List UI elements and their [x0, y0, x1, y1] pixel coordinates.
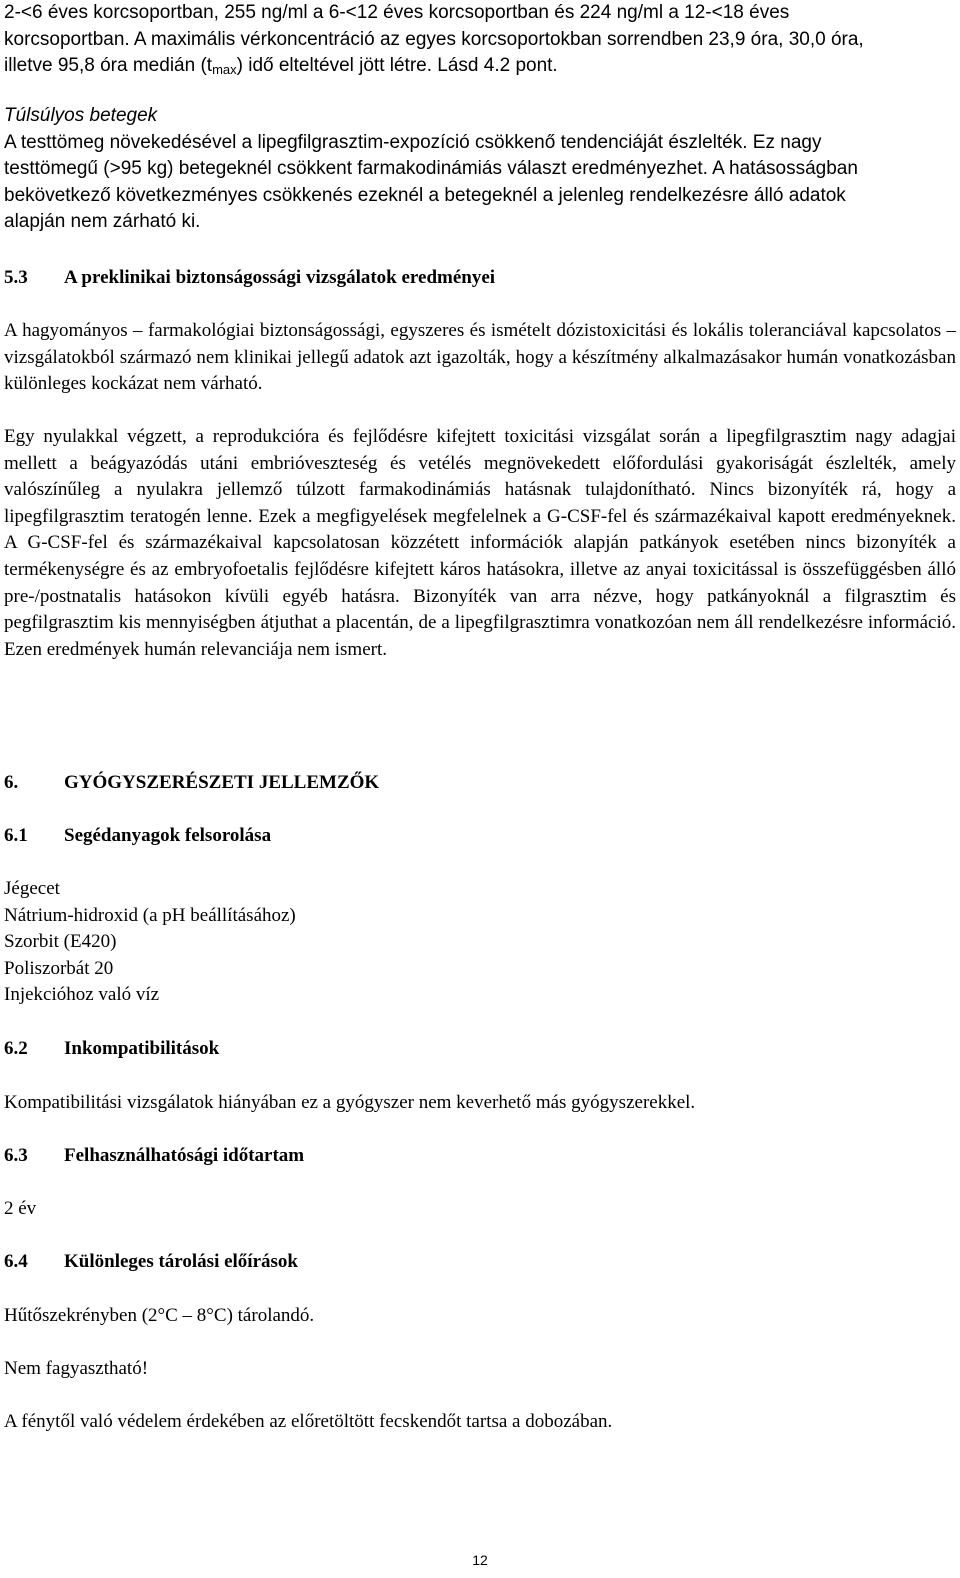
section-heading-6-2	[4, 1036, 956, 1063]
overweight-text: Ez nagy	[752, 131, 822, 153]
section-title: Inkompatibilitások	[64, 1038, 220, 1059]
list-item: Poliszorbát 20	[4, 957, 114, 979]
overweight-section	[4, 103, 956, 236]
list-item: Jégecet	[4, 878, 60, 899]
preclinical-paragraph-1: A hagyományos – farmakológiai biztonságossági, egyszeres és ismételt dózistoxicitási és lokális toleranciával kapcsolatos – vizsgálatokból származó nem klinikai jellegű adatok azt igazolták, hogy a készítmény alkalmazásakor humán vonatkozásban különleges kockázat nem várható.	[4, 320, 956, 395]
intro-text: ) idő elteltével jött létre. Lásd 4.2 pont.	[236, 55, 558, 77]
overweight-line: bekövetkező következményes csökkenés ezeknél a betegeknél a jelenleg rendelkezésre álló adatok	[4, 184, 846, 206]
storage-text-3: A fénytől való védelem érdekében az előretöltött fecskendőt tartsa a dobozában.	[4, 1411, 613, 1432]
intro-line	[4, 53, 956, 80]
section-number: 5.3	[4, 267, 28, 288]
overweight-text: A testtömeg növekedésével a lipegfilgrasztim-expozíció csökkenő tendenciáját észlelték.	[4, 131, 748, 153]
overweight-text: testtömegű (>95 kg) betegeknél csökkent farmakodinámiás választ eredményezhet.	[4, 158, 708, 180]
list-item: Nátrium-hidroxid (a pH beállításához)	[4, 904, 296, 926]
excipients-list	[4, 876, 956, 1009]
section-heading-6-1	[4, 823, 956, 850]
overweight-line: alapján nem zárható ki.	[4, 211, 201, 233]
section-heading-5-3	[4, 265, 956, 292]
section-number: 6.	[4, 772, 19, 793]
overweight-line	[4, 156, 956, 183]
section-number: 6.3	[4, 1145, 28, 1166]
storage-text-2: Nem fagyasztható!	[4, 1358, 149, 1379]
section-title: Különleges tárolási előírások	[64, 1251, 298, 1272]
section-title: Segédanyagok felsorolása	[64, 825, 272, 846]
section-number: 6.4	[4, 1251, 28, 1272]
list-item: Injekcióhoz való víz	[4, 984, 160, 1006]
list-item: Szorbit (E420)	[4, 931, 117, 953]
intro-paragraph	[4, 0, 956, 80]
shelf-life-text: 2 év	[4, 1198, 37, 1219]
tmax-subscript: max	[212, 62, 237, 78]
overweight-line	[4, 130, 956, 157]
section-title: Felhasználhatósági időtartam	[64, 1145, 305, 1166]
section-title: A preklinikai biztonságossági vizsgálatok eredményei	[64, 267, 496, 288]
preclinical-paragraph-2: Egy nyulakkal végzett, a reprodukcióra és fejlődésre kifejtett toxicitási vizsgálat során a lipegfilgrasztim nagy adagjai mellett a beágyazódás utáni embrióveszteség és vetélés megnövekedett előfordulási gyakoriságát észlelték, amely valószínűleg a nyulakra jellemző túlzott farmakodinámiás hatásnak tulajdonítható. Nincs bizonyíték rá, hogy a lipegfilgrasztim teratogén lenne. Ezek a megfigyelések megfelelnek a G-CSF-fel és származékaival kapott eredményeknek. A G-CSF-fel és származékaival kapcsolatosan közzétett információk alapján patkányok esetében nincs bizonyíték a termékenységre és az embryofoetalis fejlődésre kifejtett káros hatásokra, illetve az anyai toxicitással is összefüggésben álló pre-/postnatalis hatásokon kívüli egyéb hatásra. Bizonyíték van arra nézve, hogy patkányoknál a filgrasztim és pegfilgrasztim kis mennyiségben átjuthat a placentán, de a lipegfilgrasztimra vonatkozóan nem áll rendelkezésre információ. Ezen eredmények humán relevanciája nem ismert.	[4, 426, 956, 660]
overweight-text: A hatásosságban	[712, 158, 858, 180]
intro-line: korcsoportban. A maximális vérkoncentráció az egyes korcsoportokban sorrendben 23,9 óra, 30,0 óra,	[4, 28, 864, 50]
incompatibilities-text: Kompatibilitási vizsgálatok hiányában ez a gyógyszer nem keverhető más gyógyszerekkel.	[4, 1092, 696, 1113]
overweight-heading: Túlsúlyos betegek	[4, 105, 158, 126]
section-heading-6	[4, 770, 956, 797]
section-number: 6.2	[4, 1038, 28, 1059]
intro-line: 2-<6 éves korcsoportban, 255 ng/ml a 6-<12 éves korcsoportban és 224 ng/ml a 12-<18 éves	[4, 2, 790, 23]
section-title: GYÓGYSZERÉSZETI JELLEMZŐK	[64, 772, 380, 793]
page-number: 12	[472, 1552, 488, 1568]
storage-text-1: Hűtőszekrényben (2°C – 8°C) tárolandó.	[4, 1305, 315, 1326]
intro-text: illetve 95,8 óra medián (t	[4, 55, 213, 77]
section-heading-6-3	[4, 1143, 956, 1170]
section-heading-6-4	[4, 1249, 956, 1276]
section-number: 6.1	[4, 825, 28, 846]
